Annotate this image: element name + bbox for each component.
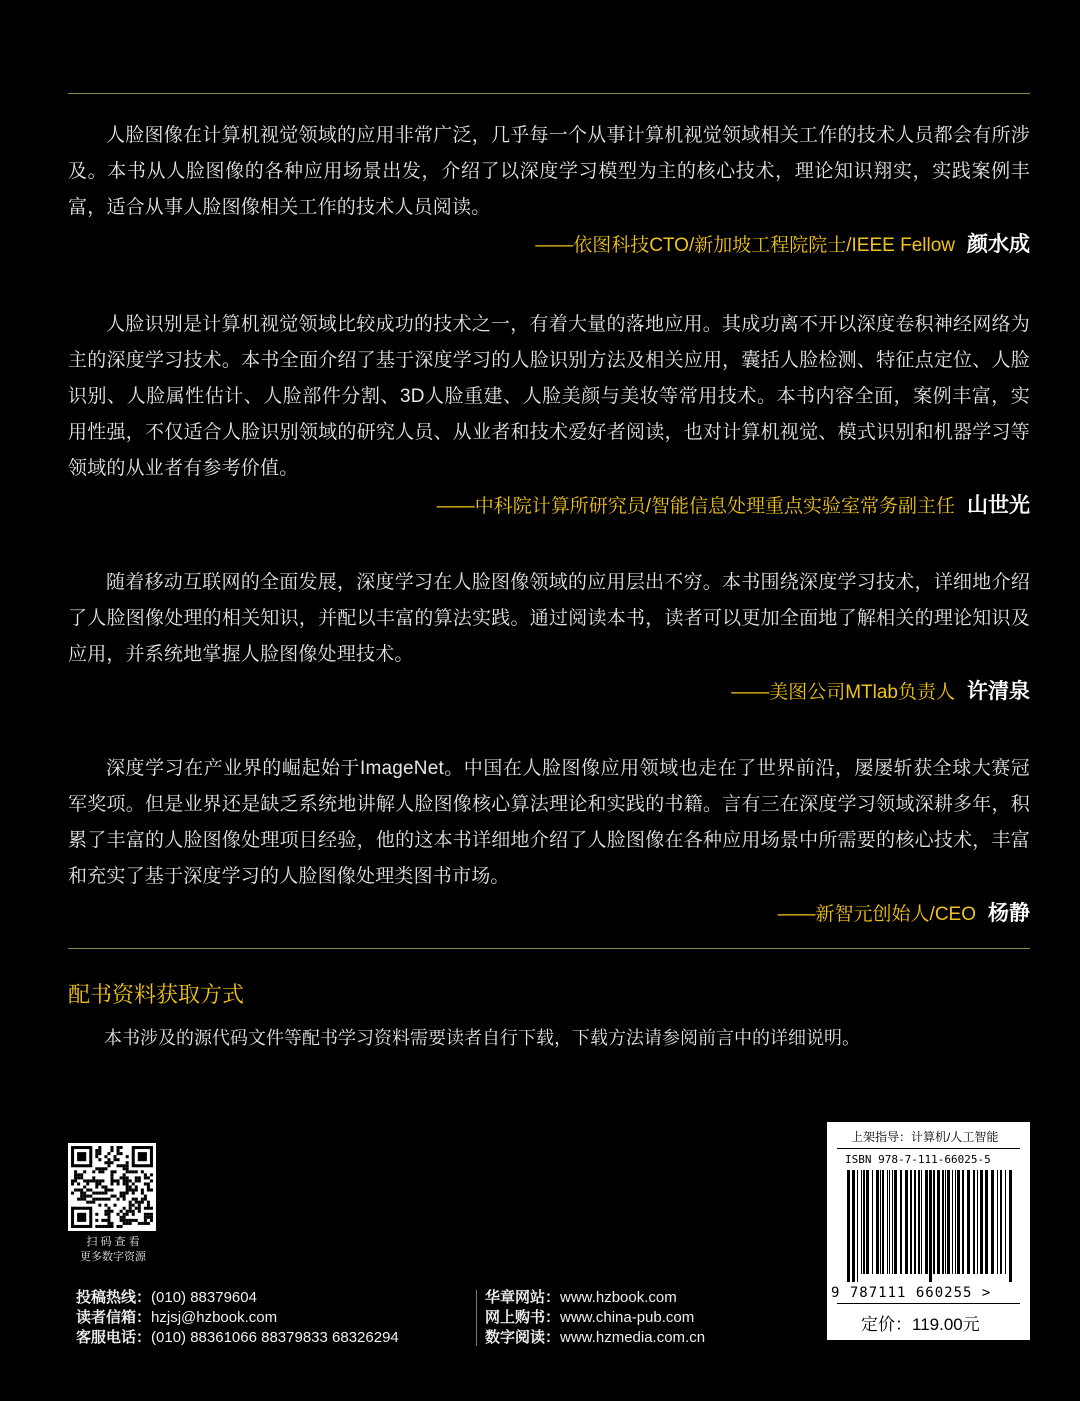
barcode-bar (857, 1170, 858, 1282)
barcode-bar (847, 1170, 850, 1282)
endorsement-text: 人脸识别是计算机视觉领域比较成功的技术之一，有着大量的落地应用。其成功离不开以深度卷积神经网络为主的深度学习技术。本书全面介绍了基于深度学习的人脸识别方法及相关应用，囊括人脸检测、特征点定位、人脸识别、人脸属性估计、人脸部件分割、3D人脸重建、人脸美颜与美妆等常用技术。本书内容全面，案例丰富，实用性强，不仅适合人脸识别领域的研究人员、从业者和技术爱好者阅读，也对计算机视觉、模式识别和机器学习等领域的从业者有参考价值。 (68, 314, 1030, 479)
barcode-bar (880, 1170, 881, 1274)
qr-code-icon[interactable] (68, 1143, 156, 1231)
barcode-digits: 9 787111 660255 > (831, 1285, 992, 1301)
endorsement-3 (68, 565, 1030, 708)
contact-row (485, 1308, 705, 1328)
contact-value: (010) 88379604 (151, 1289, 257, 1306)
contact-label: 网上购书： (485, 1309, 561, 1326)
endorser-title: ——新智元创始人/CEO (777, 904, 976, 925)
contact-label: 数字阅读： (485, 1329, 561, 1346)
contact-info-right (485, 1288, 705, 1348)
barcode-bar (866, 1170, 869, 1274)
barcode-bar (967, 1170, 970, 1274)
endorser-name: 颜水成 (967, 233, 1030, 256)
contact-row (485, 1288, 705, 1308)
contact-value: (010) 88361066 88379833 68326294 (151, 1329, 399, 1346)
barcode-bar (887, 1170, 888, 1274)
price: 定价：119.00元 (861, 1315, 980, 1334)
barcode-bar (947, 1170, 950, 1274)
barcode-bar (921, 1170, 922, 1274)
barcode-bar (933, 1170, 935, 1274)
endorsement-text: 人脸图像在计算机视觉领域的应用非常广泛，几乎每一个从事计算机视觉领域相关工作的技术人员都会有所涉及。本书从人脸图像的各种应用场景出发，介绍了以深度学习模型为主的核心技术，理论知识翔实，实践案例丰富，适合从事人脸图像相关工作的技术人员阅读。 (68, 125, 1030, 218)
resources-heading: 配书资料获取方式 (68, 982, 245, 1007)
contact-info-left (76, 1288, 399, 1348)
endorser-title: ——美图公司MTlab负责人 (731, 682, 955, 703)
barcode-bar (977, 1170, 978, 1274)
endorser-title: ——依图科技CTO/新加坡工程院院士/IEEE Fellow (535, 235, 955, 256)
barcode-bar (905, 1170, 908, 1274)
barcode-bar (929, 1170, 932, 1282)
shelf-category: 上架指导：计算机/人工智能 (851, 1130, 999, 1144)
contact-row (76, 1328, 399, 1348)
endorsement-1 (68, 118, 1030, 261)
contact-label: 客服电话： (76, 1329, 152, 1346)
isbn-barcode-panel (827, 1122, 1030, 1340)
endorser-title: ——中科院计算所研究员/智能信息处理重点实验室常务副主任 (436, 496, 955, 517)
endorsement-attribution (68, 899, 1030, 930)
barcode-bar (962, 1170, 964, 1274)
qr-caption-line-2: 更多数字资源 (80, 1251, 146, 1263)
contact-value: www.hzmedia.com.cn (560, 1329, 706, 1346)
contact-divider (476, 1290, 477, 1346)
resources-description: 本书涉及的源代码文件等配书学习资料需要读者自行下载，下载方法请参阅前言中的详细说明。 (104, 1028, 860, 1048)
barcode-bar (1000, 1170, 1002, 1274)
barcode-bar (892, 1170, 893, 1274)
endorsement-text: 深度学习在产业界的崛起始于ImageNet。中国在人脸图像应用领域也走在了世界前沿，屡屡斩获全球大赛冠军奖项。但是业界还是缺乏系统地讲解人脸图像核心算法理论和实践的书籍。言有三在深度学习领域深耕多年，积累了丰富的人脸图像处理项目经验，他的这本书详细地介绍了人脸图像在各种应用场景中所需要的核心技术，丰富和充实了基于深度学习的人脸图像处理类图书市场。 (68, 758, 1030, 887)
endorsement-2 (68, 307, 1030, 522)
barcode-bar (882, 1170, 884, 1274)
contact-row (485, 1328, 705, 1348)
endorser-name: 山世光 (967, 494, 1030, 517)
top-divider (68, 93, 1030, 94)
barcode-bar (985, 1170, 988, 1274)
barcode-bar (872, 1170, 873, 1274)
contact-row (76, 1288, 399, 1308)
barcode-bar (894, 1170, 897, 1274)
endorsement-attribution (68, 230, 1030, 261)
middle-divider (68, 948, 1030, 949)
barcode-bar (863, 1170, 865, 1274)
contact-value: www.hzbook.com (560, 1289, 677, 1306)
endorsement-attribution (68, 677, 1030, 708)
contact-label: 华章网站： (485, 1289, 561, 1306)
barcode-bar (957, 1170, 960, 1274)
qr-caption-line-1: 扫 码 查 看 (86, 1236, 140, 1248)
barcode-bar (973, 1170, 975, 1274)
contact-label: 读者信箱： (76, 1309, 152, 1326)
endorsement-attribution (68, 491, 1030, 522)
qr-block (68, 1143, 158, 1265)
contact-row (76, 1308, 399, 1328)
endorser-name: 许清泉 (967, 680, 1030, 703)
barcode-bar (925, 1170, 928, 1274)
barcode-bar (1005, 1170, 1006, 1274)
contact-value: hzjsj@hzbook.com (151, 1309, 278, 1326)
barcode-bar (952, 1170, 953, 1274)
endorsement-4 (68, 751, 1030, 930)
barcode-bar (914, 1170, 916, 1274)
barcode-bar (852, 1170, 855, 1282)
barcode-bar (861, 1170, 862, 1274)
barcode-bar (942, 1170, 944, 1274)
barcode-bar (991, 1170, 994, 1274)
isbn-number: ISBN 978-7-111-66025-5 (845, 1153, 991, 1166)
contact-label: 投稿热线： (76, 1289, 152, 1306)
endorser-name: 杨静 (988, 902, 1030, 925)
qr-caption (68, 1235, 158, 1265)
barcode-bar (997, 1170, 998, 1274)
barcode-bar (1009, 1170, 1012, 1282)
barcode-bar (918, 1170, 920, 1274)
barcode-bar (910, 1170, 912, 1274)
barcode-bar (980, 1170, 983, 1274)
barcode-bar (945, 1170, 946, 1274)
barcode-bar (876, 1170, 879, 1274)
contact-value: www.china-pub.com (560, 1309, 695, 1326)
barcode-bar (955, 1170, 956, 1274)
barcode-bar (900, 1170, 902, 1274)
barcode-icon (841, 1170, 1030, 1287)
barcode-bar (889, 1170, 890, 1274)
endorsement-text: 随着移动互联网的全面发展，深度学习在人脸图像领域的应用层出不穷。本书围绕深度学习技术，详细地介绍了人脸图像处理的相关知识，并配以丰富的算法实践。通过阅读本书，读者可以更加全面地了解相关的理论知识及应用，并系统地掌握人脸图像处理技术。 (68, 572, 1030, 665)
barcode-bar (937, 1170, 940, 1274)
